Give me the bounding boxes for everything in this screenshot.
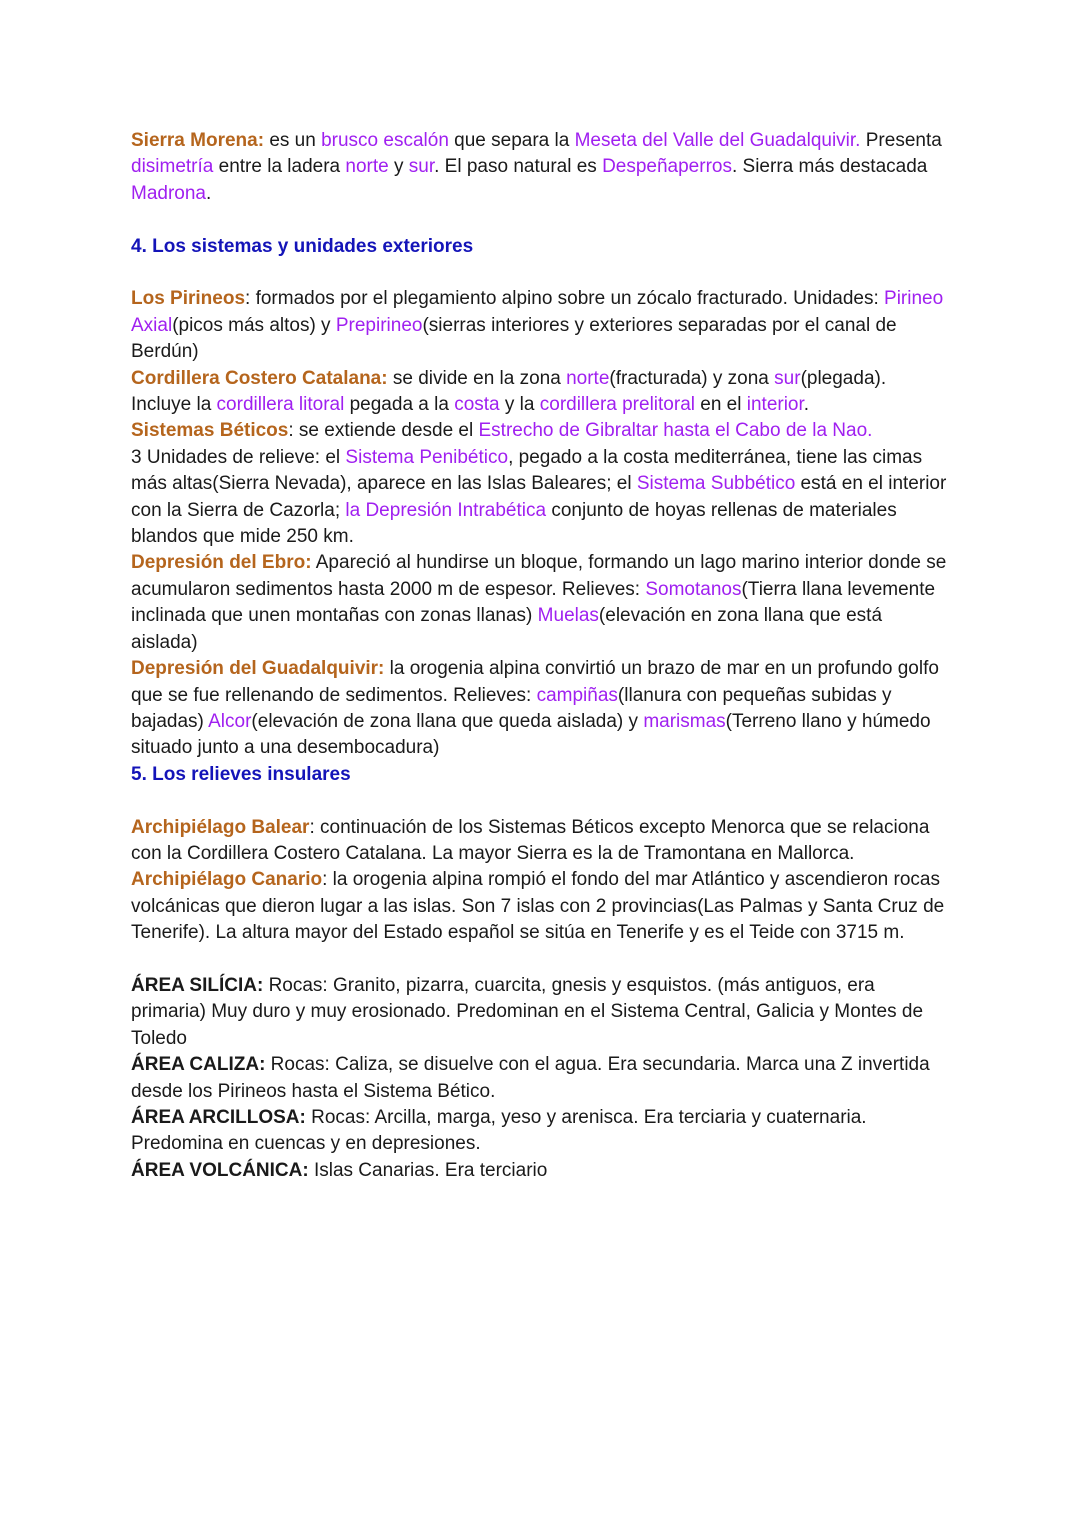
paragraph-area-caliza xyxy=(131,1052,951,1105)
spacer xyxy=(131,207,951,233)
area-label: ÁREA CALIZA: xyxy=(131,1054,266,1076)
paragraph-pirineos xyxy=(131,286,951,365)
heading-text: 4. Los sistemas y unidades exteriores xyxy=(131,235,474,257)
highlight: marismas xyxy=(643,710,726,732)
highlight: la Depresión Intrabética xyxy=(345,499,547,521)
term: Sierra Morena: xyxy=(131,130,265,151)
highlight: norte xyxy=(566,367,610,389)
highlight: Prepirineo xyxy=(335,314,423,336)
term: Los Pirineos xyxy=(131,288,246,310)
text: (elevación de zona llana que queda aislada) y xyxy=(251,710,644,732)
paragraph-cordillera-costero-catalana xyxy=(131,366,951,419)
text: entre la ladera xyxy=(213,156,346,178)
term: Sistemas Béticos xyxy=(131,420,289,442)
paragraph-area-arcillosa xyxy=(131,1105,951,1158)
text: . xyxy=(803,394,810,416)
paragraph-area-volcanica xyxy=(131,1158,951,1184)
text: que separa la xyxy=(448,130,575,151)
text: : la orogenia alpina rompió el fondo del mar Atlántico y ascendieron rocas volcánicas que dieron lugar a las islas. Son 7 islas con 2 provincias(Las Palmas y Santa Cruz de Tenerife). La altura mayor del Estado español se sitúa en Tenerife y es el Teide con 3715 m. xyxy=(131,869,945,944)
area-label: ÁREA SILÍCIA: xyxy=(131,974,264,996)
text: es un xyxy=(264,130,322,151)
section-heading-4 xyxy=(131,234,951,260)
text: Rocas: Granito, pizarra, cuarcita, gnesis y esquistos. (más antiguos, era primaria) Muy duro y muy erosionado. Predominan en el Sistema Central, Galicia y Montes de Toledo xyxy=(131,974,924,1049)
term: Archipiélago Canario xyxy=(131,869,323,891)
text: Islas Canarias. Era terciario xyxy=(308,1159,548,1181)
text: (Tierra llana levemente inclinada que unen montañas con zonas llanas) xyxy=(131,578,936,627)
text: (llanura con pequeñas subidas y bajadas) xyxy=(131,684,892,732)
text: la orogenia alpina convirtió un brazo de mar en un profundo golfo que se fue rellenando de sedimentos. Relieves: xyxy=(131,658,939,706)
text: 3 Unidades de relieve: el xyxy=(131,446,346,468)
highlight: Pirineo Axial xyxy=(131,288,944,336)
term: Archipiélago Balear xyxy=(131,816,310,838)
area-label: ÁREA ARCILLOSA: xyxy=(131,1106,306,1128)
highlight: Despeñaperros xyxy=(602,156,732,178)
section-heading-5 xyxy=(131,762,951,788)
text: Rocas: Arcilla, marga, yeso y arenisca. Era terciaria y cuaternaria. Predomina en cuencas y en depresiones. xyxy=(131,1106,867,1155)
paragraph-depresion-guadalquivir xyxy=(131,656,951,762)
text: : se extiende desde el xyxy=(288,420,479,442)
paragraph-archipielago-canario xyxy=(131,867,951,946)
spacer xyxy=(131,788,951,814)
text: Apareció al hundirse un bloque, formando un lago marino interior donde se acumularon sedimentos hasta 2000 m de espesor. Relieves: xyxy=(131,552,947,600)
paragraph-sistemas-beticos xyxy=(131,418,951,444)
text: y xyxy=(388,156,409,178)
text: Presenta xyxy=(860,130,942,151)
text: y la xyxy=(499,394,540,416)
paragraph-unidades-relieve xyxy=(131,445,951,551)
highlight: cordillera prelitoral xyxy=(539,394,695,416)
spacer xyxy=(131,260,951,286)
paragraph-sierra-morena xyxy=(131,128,951,207)
text: pegada a la xyxy=(344,394,455,416)
highlight: interior xyxy=(746,394,804,416)
text: . xyxy=(206,182,212,204)
highlight: Alcor xyxy=(208,710,252,732)
text: Rocas: Caliza, se disuelve con el agua. Era secundaria. Marca una Z invertida desde los Pirineos hasta el Sistema Bético. xyxy=(131,1054,930,1102)
highlight: Meseta del Valle del Guadalquivir. xyxy=(574,130,861,151)
text: (picos más altos) y xyxy=(172,314,336,336)
text: . El paso natural es xyxy=(434,156,603,178)
highlight: norte xyxy=(345,156,389,178)
highlight: cordillera litoral xyxy=(216,394,345,416)
area-label: ÁREA VOLCÁNICA: xyxy=(131,1159,309,1181)
text: en el xyxy=(694,394,747,416)
text: : formados por el plegamiento alpino sobre un zócalo fracturado. Unidades: xyxy=(245,288,885,310)
paragraph-depresion-ebro xyxy=(131,550,951,656)
highlight: campiñas xyxy=(536,684,618,706)
term: Cordillera Costero Catalana: xyxy=(131,367,388,389)
highlight: Sistema Subbético xyxy=(636,473,796,495)
spacer xyxy=(131,947,951,973)
text: (elevación en zona llana que está aislada) xyxy=(131,605,883,653)
highlight: disimetría xyxy=(131,156,214,178)
paragraph-area-silicia xyxy=(131,973,951,1052)
text: está en el interior con la Sierra de Cazorla; xyxy=(131,473,947,521)
term: Depresión del Guadalquivir: xyxy=(131,658,385,680)
highlight: Somotanos xyxy=(645,578,742,600)
highlight: Madrona xyxy=(131,182,206,204)
heading-text: 5. Los relieves insulares xyxy=(131,763,351,785)
highlight: sur xyxy=(774,367,801,389)
paragraph-archipielago-balear xyxy=(131,815,951,868)
highlight: sur xyxy=(408,156,435,178)
text: conjunto de hoyas rellenas de materiales blandos que mide 250 km. xyxy=(131,499,897,548)
text: (plegada). Incluye la xyxy=(131,367,887,416)
text: se divide en la zona xyxy=(387,367,567,389)
highlight: Muelas xyxy=(537,605,599,627)
text: (fracturada) y zona xyxy=(609,367,775,389)
text: (Terreno llano y húmedo situado junto a una desembocadura) xyxy=(131,710,931,759)
term: Depresión del Ebro: xyxy=(131,552,312,574)
document-page xyxy=(131,128,951,1184)
highlight: Estrecho de Gibraltar hasta el Cabo de la Nao. xyxy=(478,420,873,442)
text: : continuación de los Sistemas Béticos excepto Menorca que se relaciona con la Cordillera Costero Catalana. La mayor Sierra es la de Tramontana en Mallorca. xyxy=(131,816,930,864)
text: (sierras interiores y exteriores separadas por el canal de Berdún) xyxy=(131,314,897,363)
text: , pegado a la costa mediterránea, tiene las cimas más altas(Sierra Nevada), aparece en las Islas Baleares; el xyxy=(131,446,923,495)
highlight: Sistema Penibético xyxy=(345,446,509,468)
highlight: costa xyxy=(454,394,500,416)
text: . Sierra más destacada xyxy=(731,156,928,178)
highlight: brusco escalón xyxy=(321,130,449,151)
